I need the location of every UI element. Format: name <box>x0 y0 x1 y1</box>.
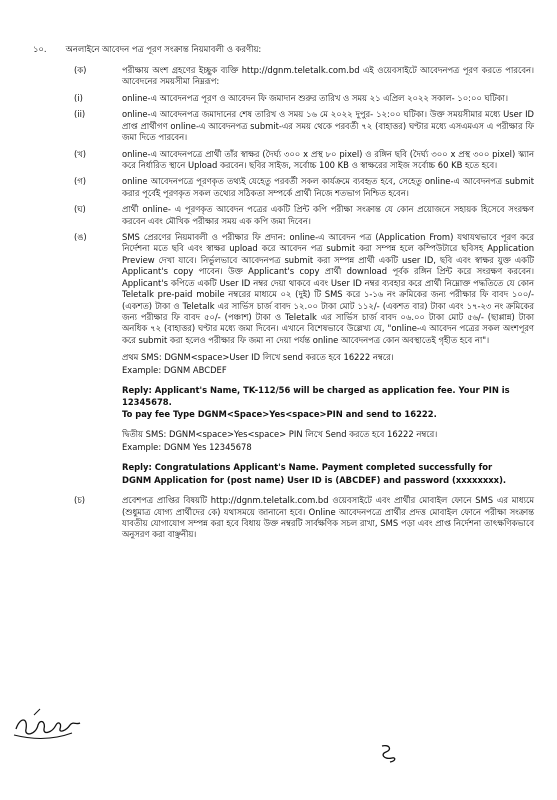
item-text: প্রবেশপত্র প্রাপ্তির বিষয়টি http://dgnm.teletalk.com.bd ওয়েবসাইটে এবং প্রার্থীর মোবাইল ফোনে SMS এর মাধ্যমে (শুধুমাত্র যোগ্য প্রার্থীদের কে) যথাসময়ে জানানো হবে। Online আবেদনপত্রে প্রার্থীর প্রদত্ত মোবাইল ফোনে পরীক্ষা সংক্রান্ত যাবতীয় যোগাযোগ সম্পন্ন করা হবে বিধায় উক্ত নম্বরটি সার্বক্ষণিক সচল রাখা, SMS পড়া এবং প্রাপ্ত নির্দেশনা তাৎক্ষণিকভাবে অনুসরণ করা বাঞ্ছনীয়। <box>122 495 534 540</box>
item-marker: (ii) <box>74 109 86 120</box>
list-item <box>74 65 534 88</box>
sms-first-reply-line2: To pay fee Type DGNM<Space>Yes<space>PIN and send to 16222. <box>122 408 437 419</box>
item-text: online-এ আবেদনপত্র জমাদানের শেষ তারিখ ও সময় ১৬ মে ২০২২ দুপুর- ১২:০০ ঘটিকা। উক্ত সময়সীমার মধ্যে User ID প্রাপ্ত প্রার্থীগণ online-এ আবেদনপত্র submit-এর সময় থেকে পরবর্তী ৭২ (বাহাত্তর) ঘণ্টার মধ্যে এসএমএস এ পরীক্ষার ফি জমা দিতে পারবেন। <box>122 109 534 143</box>
signature-left <box>10 705 85 745</box>
list-item <box>74 93 534 104</box>
list-item <box>74 176 534 199</box>
list-item <box>74 232 534 346</box>
list-item <box>74 495 534 541</box>
item-text: online-এ আবেদনপত্র পূরণ ও আবেদন ফি জমাদান শুরুর তারিখ ও সময় ২১ এপ্রিল ২০২২ সকাল- ১০:০০ ঘটিকা। <box>122 92 508 103</box>
item-text: SMS প্রেরণের নিয়মাবলী ও পরীক্ষার ফি প্রদান: online-এ আবেদন পত্র (Application From) যথাযথভাবে পূরণ করে নির্দেশনা মতে ছবি এবং স্বাক্ষর upload করে আবেদন পত্র submit করা সম্পন্ন হলে কম্পিউটারে ছবিসহ Application Preview দেখা যাবে। নির্ভুলভাবে আবেদনপত্র submit করা সম্পন্ন প্রার্থী একটি user ID, ছবি এবং স্বাক্ষর যুক্ত একটি Applicant's copy পাবেন। উক্ত Applicant's copy প্রার্থী download পূর্বক রঙ্গিন প্রিন্ট করে সংরক্ষণ করবেন। Applicant's কপিতে একটি User ID নম্বর দেয়া থাকবে এবং User ID নম্বর ব্যবহার করে প্রার্থী নিম্নোক্ত পদ্ধতিতে যে কোন Teletalk pre-paid mobile নম্বরের মাধ্যমে ০২ (দুই) টি SMS করে ১-১৬ নং ক্রমিকের জন্য পরীক্ষার ফি বাবদ ১০০/- (একশত) টাকা ও Teletalk এর সার্ভিস চার্জ বাবদ ১২.০০ টাকা মোট ১১২/- (একশত বার) টাকা এবং ১৭-২৩ নং ক্রমিকের জন্য পরীক্ষার ফি বাবদ ৫০/- (পঞ্চাশ) টাকা ও Teletalk এর সার্ভিস চার্জ বাবদ ০৬.০০ টাকা মোট ৫৬/- (ছাপ্পান্ন) টাকা অনধিক ৭২ (বাহাত্তর) ঘণ্টার মধ্যে জমা দিবেন। এখানে বিশেষভাবে উল্লেখ্য যে, "online-এ আবেদন পত্রের সকল অংশপূরণ করে submit করা হলেও পরীক্ষার ফি জমা না দেয়া পর্যন্ত online আবেদনপত্র কোন অবস্থাতেই গৃহীত হবে না"। <box>122 232 534 345</box>
item-text: প্রার্থী online- এ পূরণকৃত আবেদন পত্রের একটি প্রিন্ট কপি পরীক্ষা সংক্রান্ত যে কোন প্রয়োজনে সহায়ক হিসেবে সংরক্ষণ করবেন এবং মৌখিক পরীক্ষার সময় এক কপি জমা দিবেন। <box>122 204 534 226</box>
section-heading <box>33 44 517 55</box>
sms-instructions <box>122 352 534 495</box>
list-item <box>74 109 534 143</box>
item-marker: (ঙ) <box>74 232 87 243</box>
item-marker: (চ) <box>74 495 86 506</box>
rules-list <box>74 65 534 546</box>
sms-second-line: দ্বিতীয় SMS: DGNM<space>Yes<space> PIN লিখে Send করতে হবে 16222 নম্বরে। <box>122 429 438 440</box>
signature-right <box>376 740 400 764</box>
item-text: online আবেদনপত্রে পূরণকৃত তথ্যই যেহেতু পরবর্তী সকল কার্যক্রমে ব্যবহৃত হবে, সেহেতু online-এ আবেদনপত্র submit করার পূর্বেই পূরণকৃত সকল তথ্যের সঠিকতা সম্পর্কে প্রার্থী নিজে শতভাগ নিশ্চিত হবেন। <box>122 176 534 198</box>
sms-first-example: Example: DGNM ABCDEF <box>122 364 227 375</box>
list-item <box>74 149 534 172</box>
sms-first-reply-line1: Reply: Applicant's Name, TK-112/56 will be charged as application fee. Your PIN is 12345678. <box>122 385 510 407</box>
section-title: অনলাইনে আবেদন পত্র পূরণ সংক্রান্ত নিয়মাবলী ও করণীয়: <box>65 44 262 54</box>
item-marker: (ক) <box>74 65 87 75</box>
list-item <box>74 204 534 227</box>
sms-second-example: Example: DGNM Yes 12345678 <box>122 441 252 452</box>
item-marker: (ঘ) <box>74 204 86 215</box>
sms-first-line: প্রথম SMS: DGNM<space>User ID লিখে send করতে হবে 16222 নম্বরে। <box>122 352 394 363</box>
item-marker: (খ) <box>74 148 87 159</box>
sms-second-reply-line2: DGNM Application for (post name) User ID is (ABCDEF) and password (xxxxxxxx). <box>122 474 507 485</box>
item-marker: (i) <box>74 92 83 103</box>
item-text: online-এ আবেদনপত্রে প্রার্থী তাঁর স্বাক্ষর (দৈর্ঘ্য ৩০০ x প্রস্থ ৮০ pixel) ও রঙ্গিন ছবি (দৈর্ঘ্য ৩০০ x প্রস্থ ৩০০ pixel) স্ক্যান করে নির্ধারিত স্থানে Upload করবেন। ছবির সাইজ, সর্বোচ্চ 100 KB ও স্বাক্ষরের সাইজ সর্বোচ্চ 60 KB হতে হবে। <box>122 148 534 170</box>
section-number: ১০. <box>33 44 47 54</box>
item-marker: (গ) <box>74 176 87 187</box>
item-text: পরীক্ষায় অংশ গ্রহণের ইচ্ছুক ব্যক্তি http://dgnm.teletalk.com.bd এই ওয়েবসাইটে আবেদনপত্র পূরণ করতে পারবেন। আবেদনের সময়সীমা নিম্নরূপ: <box>122 65 534 87</box>
sms-second-reply-line1: Reply: Congratulations Applicant's Name. Payment completed successfully for <box>122 462 493 473</box>
